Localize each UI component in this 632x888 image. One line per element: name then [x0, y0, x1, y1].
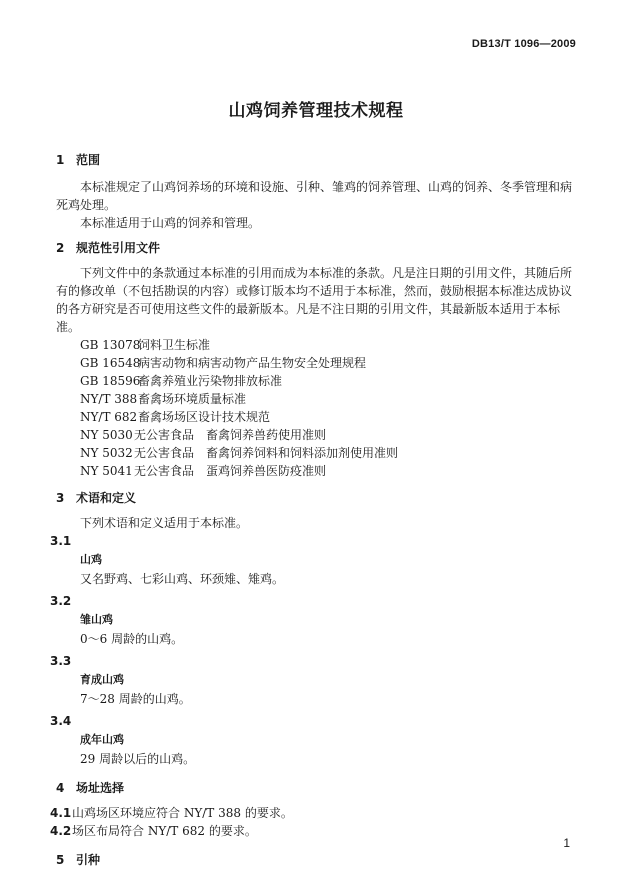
- reference-code: GB 13078: [80, 338, 141, 352]
- section-number: 2: [56, 241, 65, 255]
- document-title: 山鸡饲养管理技术规程: [228, 101, 404, 121]
- term-number: 3.1: [50, 534, 72, 548]
- clause-text: 山鸡场区环境应符合 NY/T 388 的要求。: [72, 806, 293, 820]
- reference-code: NY 5030: [80, 428, 133, 442]
- section-number: 4: [56, 781, 65, 795]
- document-body: [50, 150, 576, 870]
- term-definition: 0～6 周龄的山鸡。: [80, 632, 184, 646]
- reference-title: 畜禽场环境质量标准: [138, 392, 247, 406]
- reference-item: [56, 354, 576, 372]
- reference-list: [56, 336, 576, 480]
- clause-text: 场区布局符合 NY/T 682 的要求。: [72, 824, 257, 838]
- reference-code: NY 5041: [80, 464, 133, 478]
- reference-title: 无公害食品 畜禽饲养兽药使用准则: [134, 428, 327, 442]
- section-number: 5: [56, 853, 65, 867]
- reference-title: 病害动物和病害动物产品生物安全处理规程: [138, 356, 367, 370]
- reference-title: 无公害食品 畜禽饲养饲料和饲料添加剂使用准则: [134, 446, 399, 460]
- section-1-heading: [56, 150, 576, 170]
- reference-item: [56, 408, 576, 426]
- section-title: 术语和定义: [76, 491, 137, 505]
- term-name: 山鸡: [80, 553, 102, 566]
- clause: [50, 822, 576, 840]
- section-number: 1: [56, 153, 65, 167]
- clause-number: 4.1: [50, 806, 72, 820]
- reference-code: GB 18596: [80, 374, 141, 388]
- reference-title: 饲料卫生标准: [138, 338, 211, 352]
- reference-item: [56, 462, 576, 480]
- section-number: 3: [56, 491, 65, 505]
- section-title: 范围: [76, 153, 101, 167]
- reference-code: NY/T 682: [80, 410, 138, 424]
- reference-item: [56, 426, 576, 444]
- reference-code: NY/T 388: [80, 392, 138, 406]
- reference-code: GB 16548: [80, 356, 141, 370]
- term-name: 成年山鸡: [80, 733, 124, 746]
- section-2-heading: [56, 238, 576, 258]
- reference-item: [56, 336, 576, 354]
- clause: [50, 804, 576, 822]
- term-definition: 29 周龄以后的山鸡。: [80, 752, 196, 766]
- reference-item: [56, 444, 576, 462]
- reference-title: 无公害食品 蛋鸡饲养兽医防疫准则: [134, 464, 327, 478]
- page-number: 1: [563, 836, 570, 850]
- section-title: 场址选择: [76, 781, 125, 795]
- section-5-heading: [56, 850, 576, 870]
- reference-item: [56, 372, 576, 390]
- term-definition: 7～28 周龄的山鸡。: [80, 692, 191, 706]
- section-title: 规范性引用文件: [76, 241, 161, 255]
- reference-title: 畜禽养殖业污染物排放标准: [138, 374, 283, 388]
- term-number: 3.2: [50, 594, 72, 608]
- paragraph: 本标准适用于山鸡的饲养和管理。: [80, 216, 261, 230]
- paragraph: 下列术语和定义适用于本标准。: [80, 516, 249, 530]
- section-4-heading: [56, 778, 576, 798]
- reference-title: 畜禽场场区设计技术规范: [138, 410, 271, 424]
- section-title: 引种: [76, 853, 101, 867]
- reference-code: NY 5032: [80, 446, 133, 460]
- paragraph: 下列文件中的条款通过本标准的引用而成为本标准的条款。凡是注日期的引用文件，其随后所有的修改单（不包括勘误的内容）或修订版本均不适用于本标准，然而，鼓励根据本标准达成协议的各方研究是否可使用这些文件的最新版本。凡是不注日期的引用文件，其最新版本适用于本标准。: [56, 266, 573, 334]
- clause-number: 4.2: [50, 824, 72, 838]
- term-name: 雏山鸡: [80, 613, 113, 626]
- paragraph: 本标准规定了山鸡饲养场的环境和设施、引种、雏鸡的饲养管理、山鸡的饲养、冬季管理和病死鸡处理。: [56, 180, 573, 212]
- reference-item: [56, 390, 576, 408]
- term-name: 育成山鸡: [80, 673, 124, 686]
- standard-code: DB13/T 1096—2009: [471, 38, 576, 50]
- term-definition: 又名野鸡、七彩山鸡、环颈雉、雉鸡。: [80, 572, 285, 586]
- term-number: 3.4: [50, 714, 72, 728]
- term-number: 3.3: [50, 654, 72, 668]
- section-3-heading: [56, 488, 576, 508]
